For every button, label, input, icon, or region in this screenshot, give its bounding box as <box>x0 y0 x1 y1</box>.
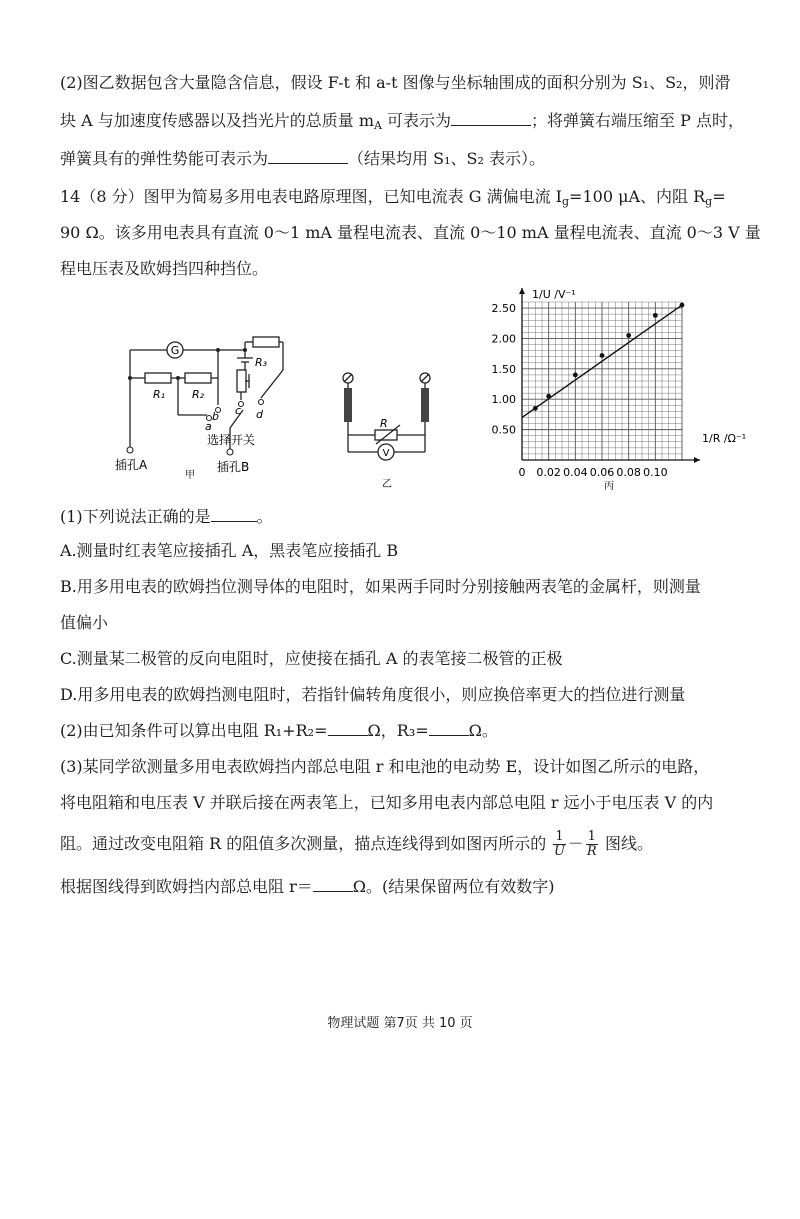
x-tick-label: 0.10 <box>643 466 668 479</box>
terminal-b-label: b <box>212 410 219 423</box>
data-point <box>653 313 658 318</box>
x-axis-arrow <box>694 457 700 463</box>
y-tick-label: 1.00 <box>491 393 516 407</box>
resistor-box-label: R <box>380 417 388 430</box>
mass-answer-blank[interactable] <box>451 125 531 126</box>
q14-intro1-end: = <box>712 187 726 206</box>
q14-intro1-mid: =100 μA、内阻 R <box>569 187 706 206</box>
fraction-2-num: 1 <box>587 829 596 844</box>
part3-line3 <box>60 824 760 864</box>
q13-line3-end: （结果均用 S₁、S₂ 表示）。 <box>348 149 545 168</box>
option-d: D.用多用电表的欧姆挡测电阻时，若指针偏转角度很小，则应换倍率更大的挡位进行测量 <box>60 685 686 704</box>
q14-intro1 <box>60 186 760 213</box>
page-footer: 物理试题 第7页 共 10 页 <box>327 1016 473 1031</box>
q14-intro1-sub: g <box>562 195 570 208</box>
y-tick-label: 0.50 <box>491 423 516 437</box>
y-tick-label: 2.50 <box>491 302 516 316</box>
part3-end: 图线。 <box>605 834 654 853</box>
q13-line2-tail: 可表示为 <box>381 111 452 130</box>
galvanometer-label: G <box>170 344 180 357</box>
option-b-line2: 值偏小 <box>60 613 109 632</box>
part3-line2: 将电阻箱和电压表 V 并联后接在两表笔上，已知多用电表内部总电阻 r 远小于电压表 V 的内 <box>60 793 714 812</box>
r3-answer-blank[interactable] <box>429 735 469 736</box>
graph-bing <box>480 282 780 497</box>
data-point <box>626 333 631 338</box>
x-tick-label: 0.06 <box>589 466 615 479</box>
y-axis-label: 1/U /V⁻¹ <box>532 288 576 301</box>
q13-line2-text: 块 A 与加速度传感器以及挡光片的总质量 m <box>60 111 374 130</box>
terminal-a-label: a <box>205 420 212 433</box>
fraction-2-den: R <box>586 844 597 859</box>
y-tick-label: 2.00 <box>491 332 516 346</box>
x-tick-label: 0.08 <box>616 466 641 479</box>
part4-text: 根据图线得到欧姆挡内部总电阻 r＝ <box>60 877 313 896</box>
q13-line3-text: 弹簧具有的弹性势能可表示为 <box>60 149 269 168</box>
q14-intro2: 90 Ω。该多用电表具有直流 0～1 mA 量程电流表、直流 0～10 mA 量程电流表、直流 0～3 V 量 <box>60 223 761 242</box>
q13-line3 <box>60 148 760 170</box>
switch-label: 选择开关 <box>207 433 256 447</box>
part1-answer-blank[interactable] <box>211 521 257 522</box>
data-point <box>546 394 551 399</box>
q13-line2 <box>60 110 760 137</box>
r1r2-answer-blank[interactable] <box>328 735 368 736</box>
x-axis-label: 1/R /Ω⁻¹ <box>702 432 747 445</box>
part1-end: 。 <box>256 507 273 526</box>
data-point <box>600 353 605 358</box>
y-axis-arrow <box>519 288 525 294</box>
q13-line1: (2)图乙数据包含大量隐含信息，假设 F-t 和 a-t 图像与坐标轴围成的面积分别为 S₁、S₂，则滑 <box>60 73 731 92</box>
part2-text-c: Ω。 <box>468 721 498 740</box>
fraction-minus: － <box>567 834 584 853</box>
fig-jia-caption: 甲 <box>185 470 195 480</box>
fig-yi-caption: 乙 <box>382 479 392 490</box>
circuit-diagram-jia <box>95 330 305 480</box>
fig-bing-caption: 丙 <box>604 481 614 492</box>
terminal-d-label: d <box>256 408 263 421</box>
part4-line <box>60 876 760 898</box>
hole-b-label: 插孔B <box>217 460 250 474</box>
part3-text: 阻。通过改变电阻箱 R 的阻值多次测量，描点连线得到如图丙所示的 <box>60 834 547 853</box>
x-tick-label: 0 <box>518 466 526 479</box>
part4-end: Ω。(结果保留两位有效数字) <box>352 877 555 896</box>
option-b-line1: B.用多用电表的欧姆挡位测导体的电阻时，如果两手同时分别接触两表笔的金属杆，则测量 <box>60 577 701 596</box>
fraction-1-over-u <box>553 830 565 859</box>
r-answer-blank[interactable] <box>313 891 353 892</box>
part3-line1: (3)某同学欲测量多用电表欧姆挡内部总电阻 r 和电池的电动势 E，设计如图乙所示的电路， <box>60 757 710 776</box>
q14-intro1-sub2: g <box>705 195 713 208</box>
fraction-1-num: 1 <box>555 829 564 844</box>
hole-a-label: 插孔A <box>115 458 148 472</box>
option-c: C.测量某二极管的反向电阻时，应使接在插孔 A 的表笔接二极管的正极 <box>60 649 563 668</box>
y-tick-label: 1.50 <box>491 362 516 376</box>
fraction-1-den: U <box>553 844 565 859</box>
part2-text-a: (2)由已知条件可以算出电阻 R₁+R₂= <box>60 721 328 740</box>
x-tick-label: 0.02 <box>536 466 561 479</box>
x-tick-label: 0.04 <box>563 466 588 479</box>
part2-line <box>60 720 760 742</box>
part1-text: (1)下列说法正确的是 <box>60 507 211 526</box>
energy-answer-blank[interactable] <box>268 163 348 164</box>
circuit-diagram-yi <box>330 370 450 490</box>
fraction-1-over-r <box>586 830 598 859</box>
q13-line2-sub: A <box>374 119 382 132</box>
r3-label: R₃ <box>255 356 268 369</box>
r2-label: R₂ <box>192 388 205 401</box>
q14-intro1-text: 14（8 分）图甲为简易多用电表电路原理图，已知电流表 G 满偏电流 I <box>60 187 562 206</box>
voltmeter-label: V <box>382 448 390 459</box>
q13-line2-end: ；将弹簧右端压缩至 P 点时， <box>531 111 744 130</box>
data-point <box>573 373 578 378</box>
data-point <box>680 303 685 308</box>
part1-line <box>60 506 760 528</box>
option-a: A.测量时红表笔应接插孔 A，黑表笔应接插孔 B <box>60 541 399 560</box>
data-point <box>533 406 538 411</box>
part2-text-b: Ω，R₃= <box>367 721 429 740</box>
r1-label: R₁ <box>153 388 166 401</box>
q14-intro3: 程电压表及欧姆挡四种挡位。 <box>60 259 269 278</box>
terminal-c-label: c <box>235 404 242 417</box>
